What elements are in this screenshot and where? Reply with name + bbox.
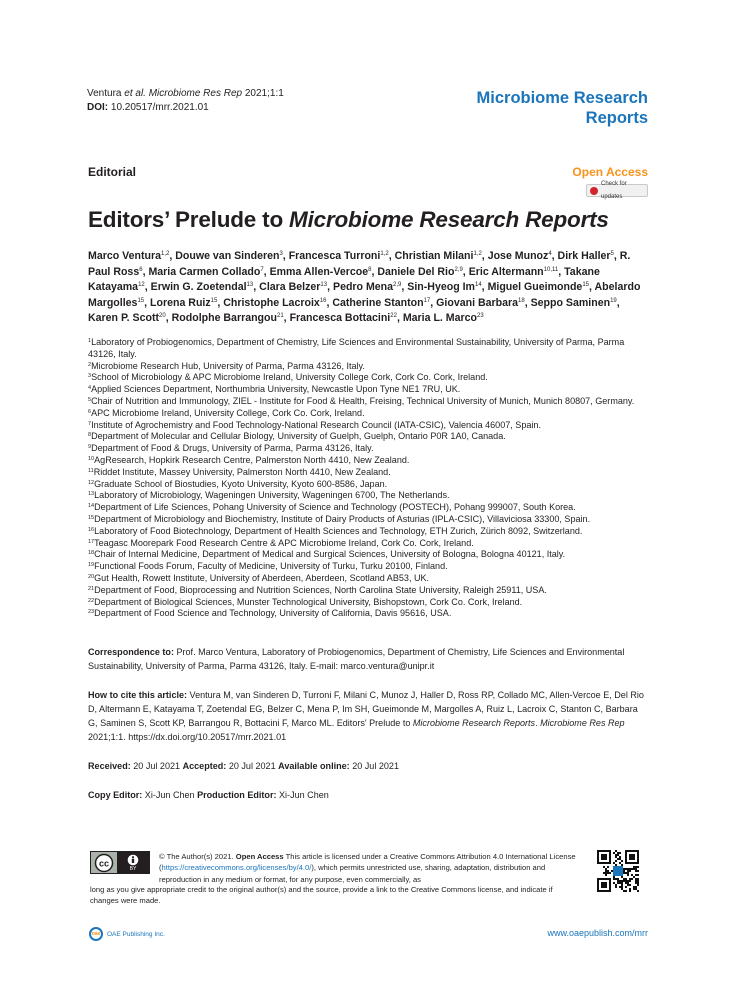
license-text: © The Author(s) 2021. Open Access This article is licensed under a Creative Commons Attribution 4.0 International License (https://creativecommons.org/licenses/by/4.0/), which permits unrestricted use, sharing, adaptation, distribution and reproduction in any medium or format, for any purpose, even commercially, as bbox=[159, 852, 576, 884]
author-name: Takane Katayama$^{12}$ bbox=[88, 265, 600, 293]
author-name: Francesca Turroni$^{1,2}$ bbox=[288, 250, 389, 262]
affiliation-item: $^3$School of Microbiology & APC Microbiome Ireland, University College Cork, Cork Co. Cork, Ireland. bbox=[88, 372, 488, 383]
author-name: Erwin G. Zoetendal$^{13}$ bbox=[150, 281, 254, 293]
author-name: Seppo Saminen$^{19}$ bbox=[530, 296, 617, 309]
affiliation-item: $^{13}$Laboratory of Microbiology, Wageningen University, Wageningen 6700, The Netherlands. bbox=[88, 490, 450, 501]
author-name: Clara Belzer$^{13}$ bbox=[259, 281, 328, 293]
header-citation bbox=[87, 87, 284, 115]
correspondence: Correspondence to: Prof. Marco Ventura, Laboratory of Probiogenomics, Department of Chemistry, Life Sciences and Environmental Sustainability, University of Parma, Parma 43126, Italy. E-mail: marco.ventura@unipr.it bbox=[88, 647, 625, 671]
affiliation-item: $^4$Applied Sciences Department, Northumbria University, Newcastle Upon Tyne NE1 7RU, UK. bbox=[88, 384, 461, 395]
author-name: Daniele Del Rio$^{2,9}$ bbox=[377, 265, 463, 278]
affiliation-item: $^1$Laboratory of Probiogenomics, Department of Chemistry, Life Sciences and Environmental Sustainability, University of Parma, Parma 43126, Italy. bbox=[88, 337, 625, 359]
author-name: Abelardo Margolles$^{15}$ bbox=[88, 281, 641, 309]
affiliation-item: $^5$Chair of Nutrition and Immunology, ZIEL - Institute for Food & Health, Freising, Technical University of Munich, Munich 80807, Germany. bbox=[88, 395, 635, 406]
author-name: Christian Milani$^{1,2}$ bbox=[394, 250, 482, 262]
affiliation-item: $^{12}$Graduate School of Biostudies, Kyoto University, Kyoto 600-8586, Japan. bbox=[88, 478, 388, 489]
author-name: Giovani Barbara$^{18}$ bbox=[436, 296, 525, 309]
affiliation-item: $^{16}$Laboratory of Food Biotechnology, Department of Health Sciences and Technology, ETH Zurich, Zürich 8092, Switzerland. bbox=[88, 525, 583, 536]
affiliation-item: $^{10}$AgResearch, Hopkirk Research Centre, Palmerston North 4410, New Zealand. bbox=[88, 454, 410, 465]
publisher-url-link[interactable]: www.oaepublish.com/mrr bbox=[547, 928, 648, 938]
license-text-continued: long as you give appropriate credit to the original author(s) and the source, provide a link to the Creative Commons license, and indicate if changes were made. bbox=[90, 885, 553, 906]
affiliation-item: $^{19}$Functional Foods Forum, Faculty of Medicine, University of Turku, Turku 20100, Finland. bbox=[88, 561, 448, 572]
author-name: Catherine Stanton$^{17}$ bbox=[332, 296, 431, 309]
doi-line: DOI: 10.20517/mrr.2021.01 bbox=[87, 102, 209, 113]
author-name: Sin-Hyeog Im$^{14}$ bbox=[407, 281, 482, 293]
editors-line: Copy Editor: Xi-Jun Chen Production Editor: Xi-Jun Chen bbox=[88, 790, 329, 800]
author-name: Christophe Lacroix$^{16}$ bbox=[223, 296, 327, 309]
journal-title: Microbiome Research Reports bbox=[476, 89, 648, 127]
author-name: Jose Munoz$^4$ bbox=[487, 250, 552, 262]
cc-license-badge[interactable] bbox=[90, 851, 150, 874]
how-to-cite: How to cite this article: Ventura M, van Sinderen D, Turroni F, Milani C, Munoz J, Haller D, Ross RP, Collado MC, Allen-Vercoe E, Del Rio D, Altermann E, Katayama T, Zoetendal EG, Belzer C, Mena P, Im SH, Gueimonde M, Margolles A, Ruiz L, Lacroix C, Stanton C, Barbara G, Saminen S, Scott KP, Barrangou R, Bottacini F, Marco ML. Editors' Prelude to Microbiome Research Reports. Microbiome Res Rep 2021;1:1. https://dx.doi.org/10.20517/mrr.2021.01 bbox=[88, 690, 644, 742]
author-name: Eric Altermann$^{10,11}$ bbox=[468, 265, 559, 278]
affiliation-item: $^6$APC Microbiome Ireland, University College, Cork Co. Cork, Ireland. bbox=[88, 407, 365, 418]
by-icon: BY bbox=[117, 852, 149, 873]
qr-code-icon[interactable] bbox=[597, 850, 639, 892]
affiliation-item: $^{15}$Department of Microbiology and Biochemistry, Institute of Dairy Products of Asturias (IPLA-CSIC), Villaviciosa 33300, Spain. bbox=[88, 513, 591, 524]
oae-logo-icon: oae bbox=[89, 927, 103, 941]
affiliation-item: $^{11}$Riddet Institute, Massey University, Palmerston North 4410, New Zealand. bbox=[88, 466, 391, 477]
affiliation-item: $^{23}$Department of Food Science and Technology, University of California, Davis 95616, USA. bbox=[88, 608, 452, 619]
author-name: Dirk Haller$^5$ bbox=[557, 250, 614, 262]
citation-line: Ventura et al. Microbiome Res Rep 2021;1:1 bbox=[87, 88, 284, 99]
affiliation-item: $^2$Microbiome Research Hub, University of Parma, Parma 43126, Italy. bbox=[88, 360, 365, 371]
check-updates-button[interactable]: Check for updates bbox=[586, 184, 648, 197]
affiliation-item: $^{21}$Department of Food, Bioprocessing and Nutrition Sciences, North Carolina State University, Raleigh 25911, USA. bbox=[88, 584, 547, 595]
affiliation-item: $^{22}$Department of Biological Sciences, Munster Technological University, Bishopstown, Cork Co. Cork, Ireland. bbox=[88, 596, 523, 607]
author-name: Miguel Gueimonde$^{15}$ bbox=[487, 281, 590, 293]
author-name: Francesca Bottacini$^{22}$ bbox=[289, 312, 397, 324]
author-name: Maria Carmen Collado$^7$ bbox=[148, 265, 264, 278]
author-name: Douwe van Sinderen$^3$ bbox=[175, 250, 283, 262]
author-name: Maria L. Marco$^{23}$ bbox=[402, 312, 484, 324]
article-dates: Received: 20 Jul 2021 Accepted: 20 Jul 2021 Available online: 20 Jul 2021 bbox=[88, 761, 399, 771]
affiliation-item: $^{18}$Chair of Internal Medicine, Department of Medical and Surgical Sciences, University of Bologna, Bologna 40121, Italy. bbox=[88, 549, 566, 560]
check-updates-icon bbox=[590, 187, 598, 195]
affiliation-item: $^{14}$Department of Life Sciences, Pohang University of Science and Technology (POSTECH), Pohang 999007, South Korea. bbox=[88, 502, 576, 513]
affiliation-item: $^{17}$Teagasc Moorepark Food Research Centre & APC Microbiome Ireland, Cork Co. Cork, Ireland. bbox=[88, 537, 474, 548]
affiliation-item: $^7$Institute of Agrochemistry and Food Technology-National Research Council (IATA-CSIC), Valencia 46007, Spain. bbox=[88, 419, 541, 430]
affiliation-item: $^{20}$Gut Health, Rowett Institute, University of Aberdeen, Aberdeen, Scotland AB53, UK. bbox=[88, 572, 430, 583]
article-title: Editors’ Prelude to Microbiome Research Reports bbox=[88, 207, 609, 232]
license-link[interactable]: https://creativecommons.org/licenses/by/4.0/ bbox=[161, 863, 312, 873]
affiliation-list bbox=[88, 337, 653, 620]
author-name: Marco Ventura$^{1,2}$ bbox=[88, 250, 170, 262]
author-name: Karen P. Scott$^{20}$ bbox=[88, 312, 166, 324]
author-name: Pedro Mena$^{2,9}$ bbox=[333, 281, 402, 293]
affiliation-item: $^8$Department of Molecular and Cellular Biology, University of Guelph, Guelph, Ontario P0R 1A0, Canada. bbox=[88, 431, 506, 442]
author-name: Rodolphe Barrangou$^{21}$ bbox=[171, 312, 284, 324]
svg-text:cc: cc bbox=[98, 858, 110, 868]
author-name: R. Paul Ross$^6$ bbox=[88, 250, 631, 278]
affiliation-item: $^9$Department of Food & Drugs, University of Parma, Parma 43126, Italy. bbox=[88, 443, 374, 454]
author-list: Marco Ventura$^{1,2}$, Douwe van Sinderen$^3$, Francesca Turroni$^{1,2}$, Christian Milani$^{1,2}$, Jose Munoz$^4$, Dirk Haller$^5$, R. Paul Ross$^6$, Maria Carmen Collado$^7$, Emma Allen-Vercoe$^8$, Daniele Del Rio$^{2,9}$, Eric Altermann$^{10,11}$, Takane Katayama$^{12}$, Erwin G. Zoetendal$^{13}$, Clara Belzer$^{13}$, Pedro Mena$^{2,9}$, Sin-Hyeog Im$^{14}$, Miguel Gueimonde$^{15}$, Abelardo Margolles$^{15}$, Lorena Ruiz$^{15}$, Christophe Lacroix$^{16}$, Catherine Stanton$^{17}$, Giovani Barbara$^{18}$, Seppo Saminen$^{19}$, Karen P. Scott$^{20}$, Rodolphe Barrangou$^{21}$, Francesca Bottacini$^{22}$, Maria L. Marco$^{23}$ bbox=[88, 250, 641, 324]
author-name: Emma Allen-Vercoe$^8$ bbox=[269, 265, 372, 278]
author-name: Lorena Ruiz$^{15}$ bbox=[150, 296, 218, 309]
open-access-label: Open Access bbox=[572, 165, 648, 179]
article-type: Editorial bbox=[88, 165, 137, 179]
publisher-logo[interactable]: oae OAE Publishing Inc. bbox=[89, 927, 165, 941]
cc-icon bbox=[91, 852, 117, 873]
